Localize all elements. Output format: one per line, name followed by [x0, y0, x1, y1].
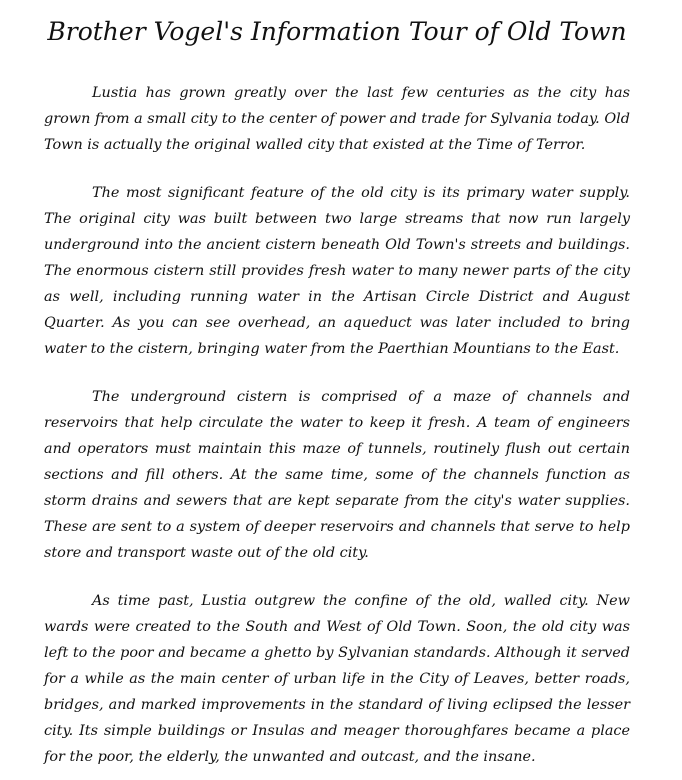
paragraph-4: As time past, Lustia outgrew the confine of the old, walled city. New wards were created to the South and West of Old Town. Soon, the old city was left to the poor and became a ghetto by Sylvanian standards. Although it served for a while as the main center of urban life in the City of Leaves, better roads, bridges, and marked improvements in the standard of living eclipsed the lesser city. Its simple buildings or Insulas and meager thoroughfares became a place for the poor, the elderly, the unwanted and outcast, and the insane. [44, 593, 630, 765]
paragraph-2: The most significant feature of the old city is its primary water supply. The original city was built between two large streams that now run largely underground into the ancient cistern beneath Old Town's streets and buildings. The enormous cistern still provides fresh water to many newer parts of the city as well, including running water in the Artisan Circle District and August Quarter. As you can see overhead, an aqueduct was later included to bring water to the cistern, bringing water from the Paerthian Mountians to the East. [44, 185, 630, 357]
paragraph-1: Lustia has grown greatly over the last few centuries as the city has grown from a small city to the center of power and trade for Sylvania today. Old Town is actually the original walled city that existed at the Time of Terror. [44, 85, 630, 153]
paragraph-3: The underground cistern is comprised of a maze of channels and reservoirs that help circulate the water to keep it fresh. A team of engineers and operators must maintain this maze of tunnels, routinely flush out certain sections and fill others. At the same time, some of the channels function as storm drains and sewers that are kept separate from the city's water supplies. These are sent to a system of deeper reservoirs and channels that serve to help store and transport waste out of the old city. [44, 389, 630, 561]
document-title: Brother Vogel's Information Tour of Old Town [47, 17, 627, 46]
